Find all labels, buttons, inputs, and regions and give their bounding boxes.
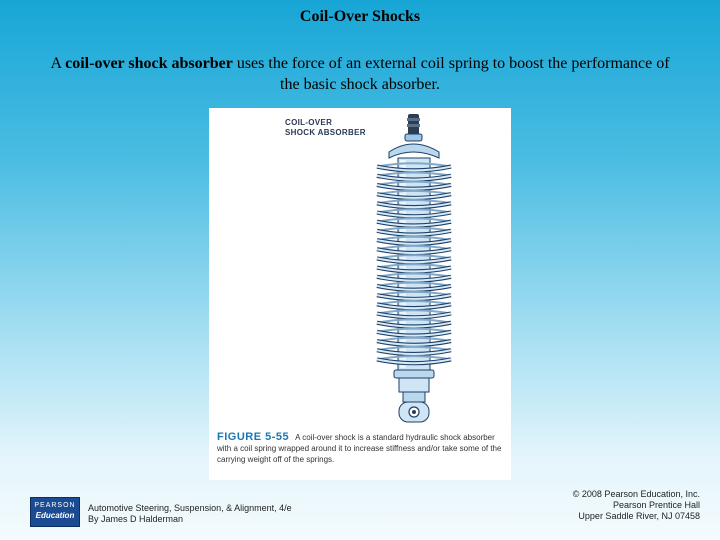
intro-suffix: uses the force of an external coil spring to boost the performance of the basic shock absorber. xyxy=(232,55,670,93)
figure-label-line2: SHOCK ABSORBER xyxy=(285,128,366,137)
slide-title: Coil-Over Shocks xyxy=(299,8,421,25)
copyright-line: © 2008 Pearson Education, Inc. xyxy=(572,489,700,499)
shock-rod-and-mount xyxy=(389,114,439,158)
copyright-block xyxy=(573,489,700,522)
publisher-line: Pearson Prentice Hall xyxy=(612,500,700,510)
intro-prefix: A xyxy=(50,55,66,72)
lower-mount xyxy=(394,370,434,422)
book-author: By James D Halderman xyxy=(88,514,184,524)
pearson-logo xyxy=(30,497,80,527)
intro-text xyxy=(40,53,680,95)
intro-term: coil-over shock absorber xyxy=(65,55,233,72)
figure-panel xyxy=(209,108,511,480)
publisher-location: Upper Saddle River, NJ 07458 xyxy=(578,511,700,521)
book-credit xyxy=(88,503,292,525)
coil-over-shock-illustration xyxy=(359,114,469,426)
figure-caption xyxy=(217,432,507,465)
figure-label xyxy=(285,118,366,138)
logo-bottom-text: Education xyxy=(35,511,75,520)
figure-label-line1: COIL-OVER xyxy=(285,118,333,127)
figure-number: FIGURE 5-55 xyxy=(217,431,290,443)
figure-caption-text: A coil-over shock is a standard hydraulic shock absorber with a coil spring wrapped around it to increase stiffness and/or take some of the carrying weight off of the springs. xyxy=(217,433,502,464)
logo-top-text: PEARSON xyxy=(34,502,76,509)
book-title: Automotive Steering, Suspension, & Alignment, 4/e xyxy=(88,503,292,513)
